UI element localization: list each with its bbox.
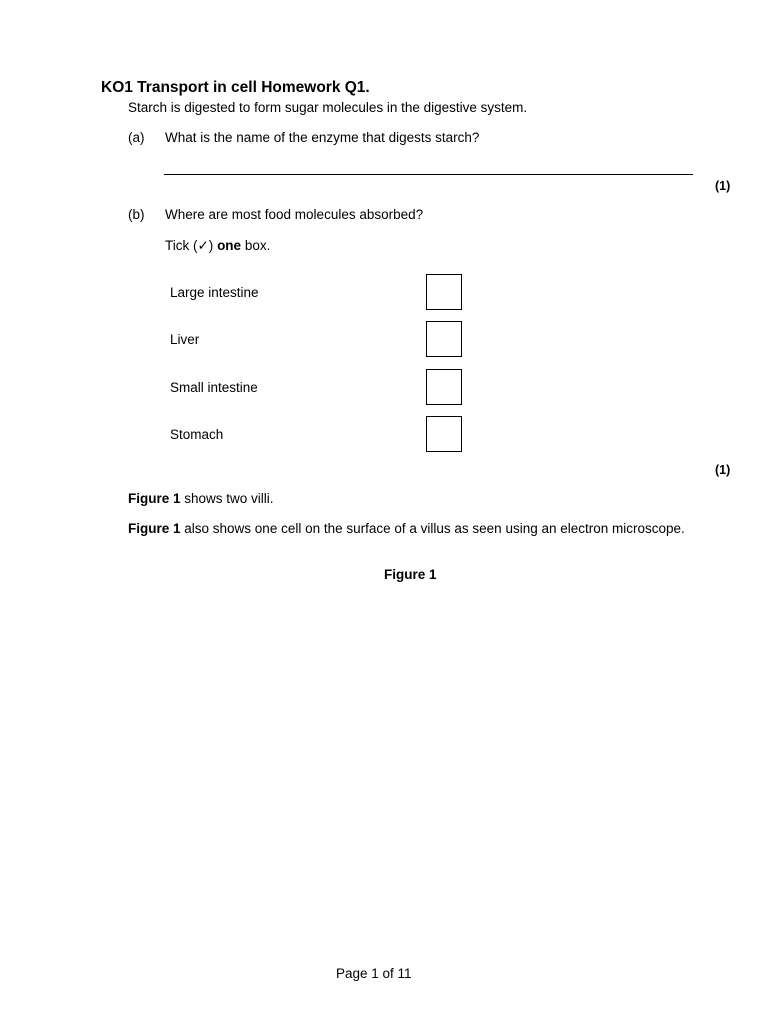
figure-ref-1: Figure 1	[128, 491, 181, 506]
part-a-label: (a)	[128, 130, 145, 145]
part-b-marks: (1)	[715, 463, 731, 477]
tick-instruction-suffix: box.	[241, 238, 271, 253]
figure-paragraph-2	[128, 521, 688, 537]
figure-paragraph-1-text: shows two villi.	[180, 491, 274, 506]
tick-instruction	[165, 238, 270, 254]
tickbox-small-intestine[interactable]	[426, 369, 462, 405]
tickbox-large-intestine[interactable]	[426, 274, 462, 310]
part-a-answer-line[interactable]	[164, 174, 693, 175]
tick-instruction-bold: one	[217, 238, 242, 253]
option-label-large-intestine: Large intestine	[170, 285, 259, 300]
tickbox-liver[interactable]	[426, 321, 462, 357]
intro-text: Starch is digested to form sugar molecules in the digestive system.	[128, 100, 528, 115]
page-number: Page 1 of 11	[336, 966, 412, 981]
part-b-label: (b)	[128, 207, 145, 222]
option-label-stomach: Stomach	[170, 427, 224, 442]
part-a-question: What is the name of the enzyme that digests starch?	[165, 130, 480, 145]
part-b-question: Where are most food molecules absorbed?	[165, 207, 424, 222]
figure-caption: Figure 1	[384, 567, 437, 582]
figure-paragraph-2-text: also shows one cell on the surface of a villus as seen using an electron microscope.	[180, 521, 685, 536]
part-a-marks: (1)	[715, 179, 731, 193]
tick-instruction-prefix: Tick (✓)	[165, 238, 218, 253]
figure-ref-2: Figure 1	[128, 521, 181, 536]
page-title: KO1 Transport in cell Homework Q1.	[101, 79, 370, 96]
option-label-small-intestine: Small intestine	[170, 380, 258, 395]
tickbox-stomach[interactable]	[426, 416, 462, 452]
figure-paragraph-1	[128, 491, 274, 506]
option-label-liver: Liver	[170, 332, 200, 347]
